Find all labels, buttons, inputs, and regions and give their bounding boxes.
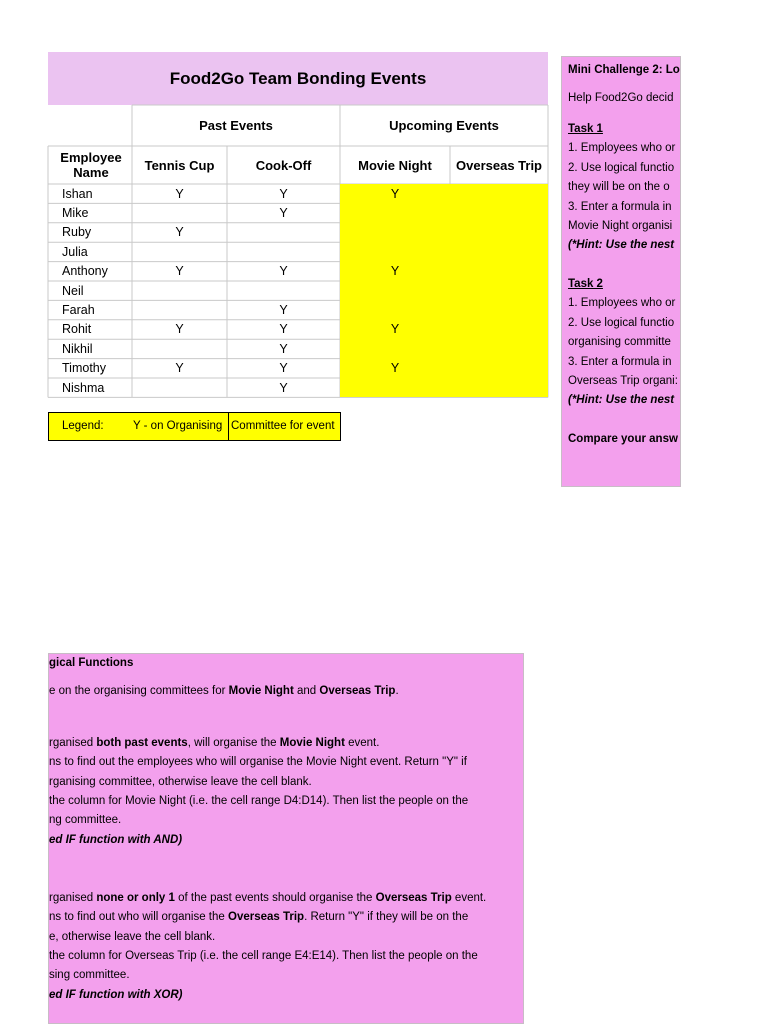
table-cell-overseas[interactable] [450,300,548,319]
bottom-task2-line2: ns to find out who will organise the Overseas Trip. Return "Y" if they will be on the [49,911,469,923]
sheet-title: Food2Go Team Bonding Events [48,52,548,105]
task1-line5: Movie Night organisi [568,220,673,232]
panel-bottom-heading: gical Functions [49,657,134,669]
table-cell-tennis[interactable] [132,339,227,358]
bottom-task1-line1: rganised both past events, will organise the Movie Night event. [49,737,380,749]
bottom-task1-line5: ng committee. [49,814,122,826]
table-cell-tennis[interactable]: Y [175,186,184,201]
employee-name-cell[interactable]: Ruby [62,225,92,240]
table-cell-movie[interactable]: Y [340,262,450,281]
task2-line5: Overseas Trip organi: [568,375,678,387]
table-cell-overseas[interactable] [450,320,548,339]
col-header-cook-off: Cook-Off [255,157,312,173]
bottom-task1-line4: the column for Movie Night (i.e. the cell range D4:D14). Then list the people on the [49,795,469,807]
table-cell-tennis[interactable]: Y [175,264,184,279]
task1-line3: they will be on the o [568,181,670,193]
instructions-panel-right [561,56,681,487]
table-cell-movie[interactable]: Y [340,359,450,378]
bottom-task1-line3: rganising committee, otherwise leave the cell blank. [49,776,312,788]
bottom-task2-line5: sing committee. [49,969,130,981]
table-cell-overseas[interactable] [450,242,548,261]
legend [48,412,341,441]
table-cell-tennis[interactable] [132,203,227,222]
table-cell-movie[interactable] [340,300,450,319]
table-cell-movie[interactable]: Y [340,184,450,203]
legend-divider [228,412,229,441]
table-cell-tennis[interactable] [132,378,227,397]
employee-name-cell[interactable]: Neil [62,283,84,298]
bottom-task2-hint: ed IF function with XOR) [49,989,183,1001]
table-cell-tennis[interactable] [132,300,227,319]
table-cell-cook[interactable]: Y [279,341,288,356]
employee-name-cell[interactable]: Anthony [62,264,108,279]
task2-line4: 3. Enter a formula in [568,356,672,368]
table-cell-cook[interactable]: Y [279,303,288,318]
legend-label: Legend: [62,420,104,432]
table-cell-tennis[interactable] [132,242,227,261]
task2-heading: Task 2 [568,278,603,290]
table-cell-overseas[interactable] [450,262,548,281]
task1-line1: 1. Employees who or [568,142,676,154]
task2-line3: organising committe [568,336,671,348]
employee-name-cell[interactable]: Ishan [62,186,93,201]
task1-hint: (*Hint: Use the nest [568,239,675,251]
table-cell-cook[interactable]: Y [279,322,288,337]
panel-heading: Mini Challenge 2: Lo [568,64,680,76]
bottom-task2-line1: rganised none or only 1 of the past events should organise the Overseas Trip event. [49,892,487,904]
table-cell-cook[interactable]: Y [279,380,288,395]
col-header-employee-name: Employee Name [60,150,122,180]
group-header-past: Past Events [199,117,273,133]
group-header-upcoming: Upcoming Events [389,117,499,133]
task2-line2: 2. Use logical functio [568,317,675,329]
table-cell-tennis[interactable]: Y [175,361,184,376]
task1-line2: 2. Use logical functio [568,162,675,174]
table-cell-movie[interactable] [340,281,450,300]
legend-text-part2: Committee for event [231,420,335,432]
table-cell-movie[interactable] [340,203,450,222]
table-cell-movie[interactable] [340,339,450,358]
table-cell-movie[interactable] [340,378,450,397]
table-cell-overseas[interactable] [450,359,548,378]
employee-name-cell[interactable]: Mike [62,206,89,221]
task2-line1: 1. Employees who or [568,297,676,309]
table-cell-cook[interactable]: Y [279,264,288,279]
table-cell-cook[interactable]: Y [279,186,288,201]
task1-line4: 3. Enter a formula in [568,201,672,213]
table-cell-cook[interactable]: Y [279,361,288,376]
table-cell-overseas[interactable] [450,203,548,222]
panel-bottom-intro: e on the organising committees for Movie Night and Overseas Trip. [49,685,399,697]
table-cell-overseas[interactable] [450,339,548,358]
table-cell-cook[interactable] [227,223,340,242]
employee-name-cell[interactable]: Farah [62,303,95,318]
task1-heading: Task 1 [568,123,603,135]
table-cell-overseas[interactable] [450,184,548,203]
table-cell-cook[interactable] [227,281,340,300]
table-cell-tennis[interactable]: Y [175,225,184,240]
table-cell-movie[interactable] [340,242,450,261]
bottom-task2-line4: the column for Overseas Trip (i.e. the cell range E4:E14). Then list the people on the [49,950,478,962]
panel-intro: Help Food2Go decid [568,92,674,104]
compare-line: Compare your answ [568,433,678,445]
task2-hint: (*Hint: Use the nest [568,394,675,406]
col-header-tennis-cup: Tennis Cup [144,157,215,173]
bottom-task1-line2: ns to find out the employees who will organise the Movie Night event. Return "Y" if [49,756,467,768]
table-cell-overseas[interactable] [450,281,548,300]
employee-name-cell[interactable]: Rohit [62,322,92,337]
table-cell-tennis[interactable] [132,281,227,300]
col-header-movie-night: Movie Night [358,157,432,173]
legend-text-part1: Y - on Organising [133,420,223,432]
employee-name-cell[interactable]: Nishma [62,380,105,395]
col-header-overseas-trip: Overseas Trip [456,157,542,173]
employee-name-cell[interactable]: Timothy [62,361,106,376]
bottom-task1-hint: ed IF function with AND) [49,834,183,846]
table-cell-movie[interactable]: Y [340,320,450,339]
table-cell-overseas[interactable] [450,378,548,397]
table-cell-cook[interactable]: Y [279,206,288,221]
bottom-task2-line3: e, otherwise leave the cell blank. [49,931,216,943]
employee-name-cell[interactable]: Nikhil [62,341,93,356]
employee-name-cell[interactable]: Julia [62,244,88,259]
instructions-panel-bottom [48,653,524,1024]
table-cell-overseas[interactable] [450,223,548,242]
table-cell-cook[interactable] [227,242,340,261]
table-cell-movie[interactable] [340,223,450,242]
table-cell-tennis[interactable]: Y [175,322,184,337]
